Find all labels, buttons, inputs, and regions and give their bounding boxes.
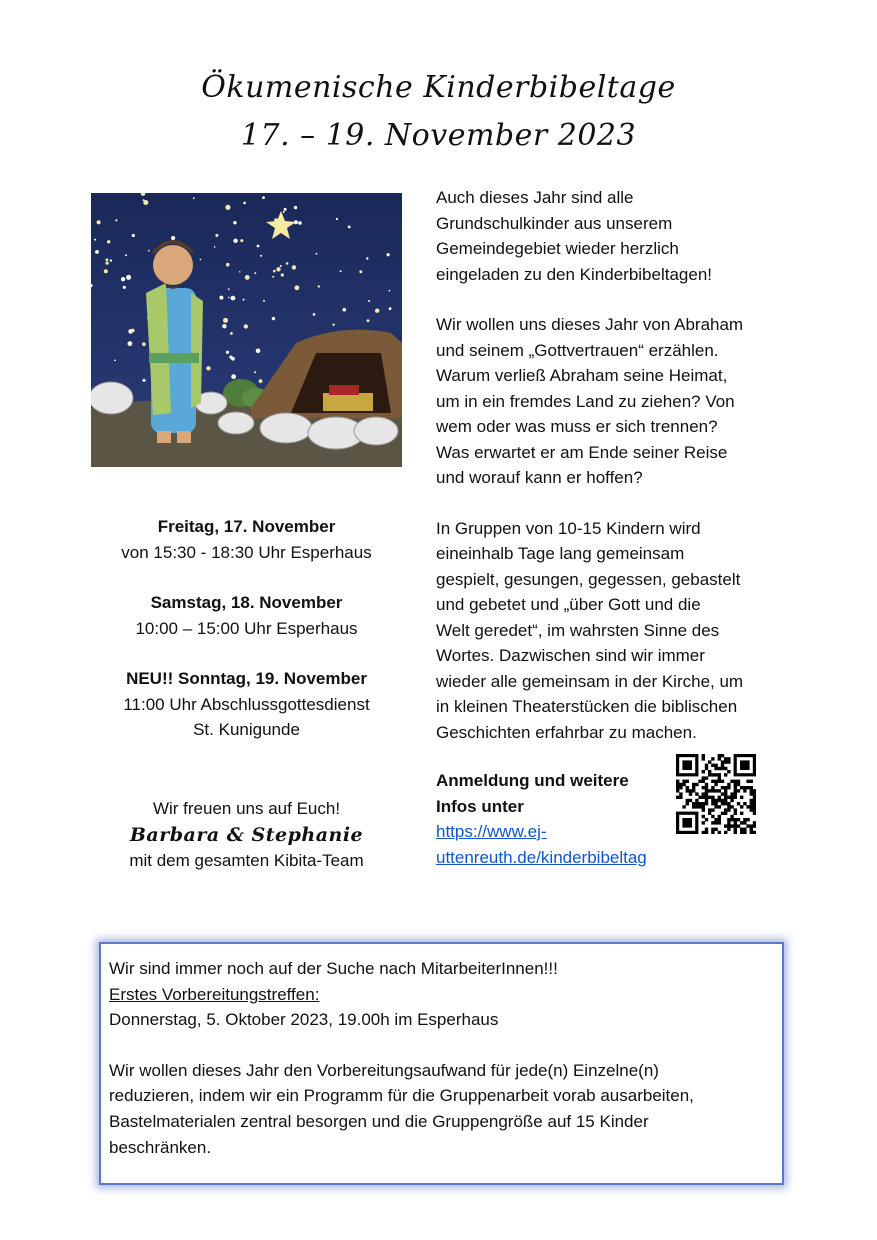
abraham-illustration xyxy=(91,193,402,467)
intro-line: und seinem „Gottvertrauen“ erzählen. xyxy=(436,340,719,360)
qr-code-icon xyxy=(676,754,756,834)
notice-headline: Wir sind immer noch auf der Suche nach MitarbeiterInnen!!! xyxy=(109,959,558,978)
greeting xyxy=(91,796,402,874)
intro-paragraph xyxy=(436,516,796,746)
notice-line: beschränken. xyxy=(109,1137,212,1157)
intro-line: in kleinen Theaterstücken die biblischen xyxy=(436,697,738,716)
intro-line: Gemeindegebiet wieder herzlich xyxy=(436,239,679,258)
intro-line: und worauf kann er hoffen? xyxy=(436,468,643,487)
registration-link-2[interactable]: uttenreuth.de/kinderbibeltag xyxy=(436,847,647,867)
intro-line: In Gruppen von 10-15 Kindern wird xyxy=(436,518,701,538)
registration-heading: Anmeldung und weitere xyxy=(436,771,629,790)
notice-meeting: Donnerstag, 5. Oktober 2023, 19.00h im Esperhaus xyxy=(109,1010,499,1030)
intro-line: Welt geredet“, im wahrsten Sinne des xyxy=(436,620,720,640)
intro-paragraph xyxy=(436,185,796,287)
intro-line: Wir wollen uns dieses Jahr von Abraham xyxy=(436,315,744,334)
intro-line: Geschichten erfahrbar zu machen. xyxy=(436,722,697,742)
intro-line: wieder alle gemeinsam in der Kirche, um xyxy=(436,671,744,691)
schedule xyxy=(91,514,402,768)
notice-line: Wir wollen dieses Jahr den Vorbereitungsaufwand für jede(n) Einzelne(n) xyxy=(109,1060,659,1080)
signature: Barbara & Stephanie xyxy=(129,824,364,846)
schedule-day: NEU!! Sonntag, 19. November xyxy=(126,669,367,688)
schedule-item xyxy=(91,514,402,565)
intro-line: Was erwartet er am Ende seiner Reise xyxy=(436,442,728,462)
intro-line: gespielt, gesungen, gegessen, gebastelt xyxy=(436,569,741,589)
schedule-detail: St. Kunigunde xyxy=(193,720,300,739)
notice-subheading: Erstes Vorbereitungstreffen: xyxy=(109,984,320,1004)
greeting-line: Wir freuen uns auf Euch! xyxy=(152,799,341,818)
registration-link[interactable]: https://www.ej- xyxy=(436,822,547,841)
notice-line: Bastelmaterialen zentral besorgen und die Gruppengröße auf 15 Kinder xyxy=(109,1111,649,1131)
intro-line: wem oder was muss er sich trennen? xyxy=(436,417,718,436)
intro-line: Warum verließ Abraham seine Heimat, xyxy=(436,366,728,385)
registration-heading-2: Infos unter xyxy=(436,796,524,816)
intro-line: Wortes. Dazwischen sind wir immer xyxy=(436,646,705,665)
schedule-item xyxy=(91,666,402,743)
intro-line: und gebetet und „über Gott und die xyxy=(436,595,701,614)
notice-paragraph xyxy=(109,1058,782,1160)
schedule-detail: 11:00 Uhr Abschlussgottesdienst xyxy=(123,694,370,714)
intro-line: eineinhalb Tage lang gemeinsam xyxy=(436,544,685,563)
schedule-day: Samstag, 18. November xyxy=(150,593,343,612)
schedule-detail: von 15:30 - 18:30 Uhr Esperhaus xyxy=(121,542,372,562)
intro-line: um in ein fremdes Land zu ziehen? Von xyxy=(436,391,735,411)
team-line: mit dem gesamten Kibita-Team xyxy=(129,851,364,870)
intro-line: Grundschulkinder aus unserem xyxy=(436,213,673,233)
registration xyxy=(436,768,676,870)
intro-line: Auch dieses Jahr sind alle xyxy=(436,188,634,207)
notice-line: reduzieren, indem wir ein Programm für die Gruppenarbeit vorab ausarbeiten, xyxy=(109,1086,694,1106)
intro-text xyxy=(436,185,796,745)
schedule-item xyxy=(91,590,402,641)
volunteer-notice-box xyxy=(99,942,784,1185)
schedule-day: Freitag, 17. November xyxy=(157,517,336,536)
page-title: Ökumenische Kinderbibeltage xyxy=(201,70,676,105)
event-dates: 17. – 19. November 2023 xyxy=(240,118,637,153)
intro-line: eingeladen zu den Kinderbibeltagen! xyxy=(436,264,713,284)
schedule-detail: 10:00 – 15:00 Uhr Esperhaus xyxy=(135,618,358,638)
intro-paragraph xyxy=(436,312,796,491)
